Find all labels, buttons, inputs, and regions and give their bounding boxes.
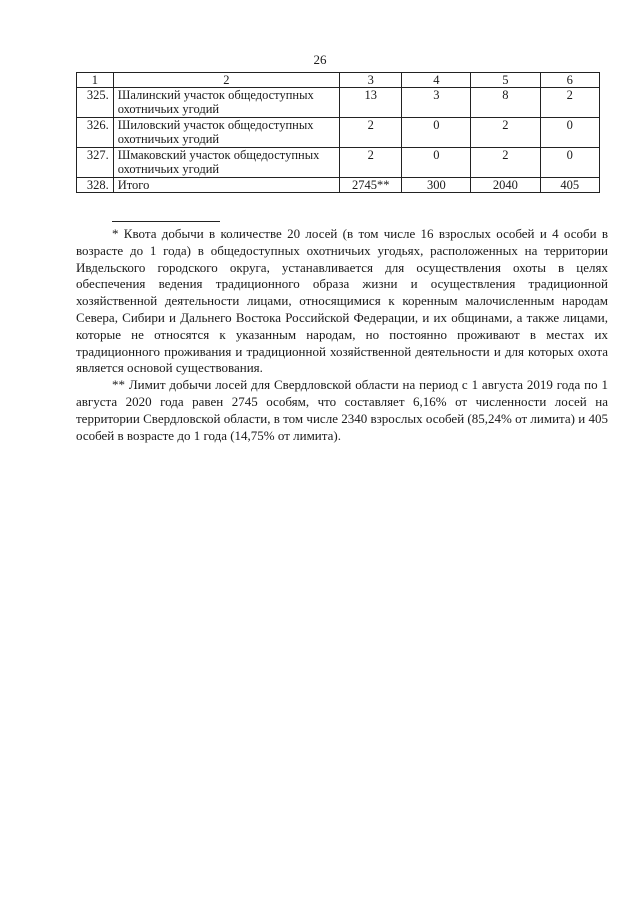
row-value-5: 2040 [471,178,540,193]
row-value-4: 3 [402,88,471,118]
row-value-3: 2745** [340,178,402,193]
row-number: 325. [77,88,114,118]
row-value-5: 2 [471,148,540,178]
row-name: Шалинский участок общедоступных охотничьих угодий [113,88,339,118]
header-col-5: 5 [471,73,540,88]
row-name: Шиловский участок общедоступных охотничьих угодий [113,118,339,148]
header-col-4: 4 [402,73,471,88]
table-row [77,118,600,148]
footnote-quota: * Квота добычи в количестве 20 лосей (в том числе 16 взрослых особей и 4 особи в возрасте до 1 года) в общедоступных охотничьих угодьях, расположенных на территории Ивдельского городского округа, устанавливается для осуществления охоты в целях обеспечения ведения традиционного образа жизни и осуществления традиционной хозяйственной деятельности лицами, относящимися к коренным малочисленным народам Севера, Сибири и Дальнего Востока Российской Федерации, и их общинами, а также лицами, которые не относятся к указанным народам, но постоянно проживают в местах их традиционного проживания и традиционной хозяйственной деятельности и для которых охота является основой существования. [76,226,608,376]
row-value-4: 300 [402,178,471,193]
row-value-6: 0 [540,118,599,148]
row-value-4: 0 [402,118,471,148]
quota-table [76,72,600,193]
row-name: Итого [113,178,339,193]
header-col-3: 3 [340,73,402,88]
row-number: 328. [77,178,114,193]
header-col-6: 6 [540,73,599,88]
row-value-4: 0 [402,148,471,178]
row-value-3: 2 [340,148,402,178]
footnote-divider [112,221,220,222]
row-value-3: 13 [340,88,402,118]
row-number: 327. [77,148,114,178]
row-value-3: 2 [340,118,402,148]
row-value-5: 2 [471,118,540,148]
table-row [77,88,600,118]
row-value-6: 2 [540,88,599,118]
table-header-row [77,73,600,88]
row-value-6: 0 [540,148,599,178]
footnotes [76,226,608,444]
page-number: 26 [313,52,327,67]
footnote-limit: ** Лимит добычи лосей для Свердловской области на период с 1 августа 2019 года по 1 августа 2020 года равен 2745 особям, что составляет 6,16% от численности лосей на территории Свердловской области, в том числе 2340 взрослых особей (85,24% от лимита) и 405 особей в возрасте до 1 года (14,75% от лимита). [76,377,608,443]
row-value-5: 8 [471,88,540,118]
table-row-total [77,178,600,193]
row-number: 326. [77,118,114,148]
header-col-2: 2 [113,73,339,88]
table-row [77,148,600,178]
header-col-1: 1 [77,73,114,88]
row-name: Шмаковский участок общедоступных охотничьих угодий [113,148,339,178]
row-value-6: 405 [540,178,599,193]
